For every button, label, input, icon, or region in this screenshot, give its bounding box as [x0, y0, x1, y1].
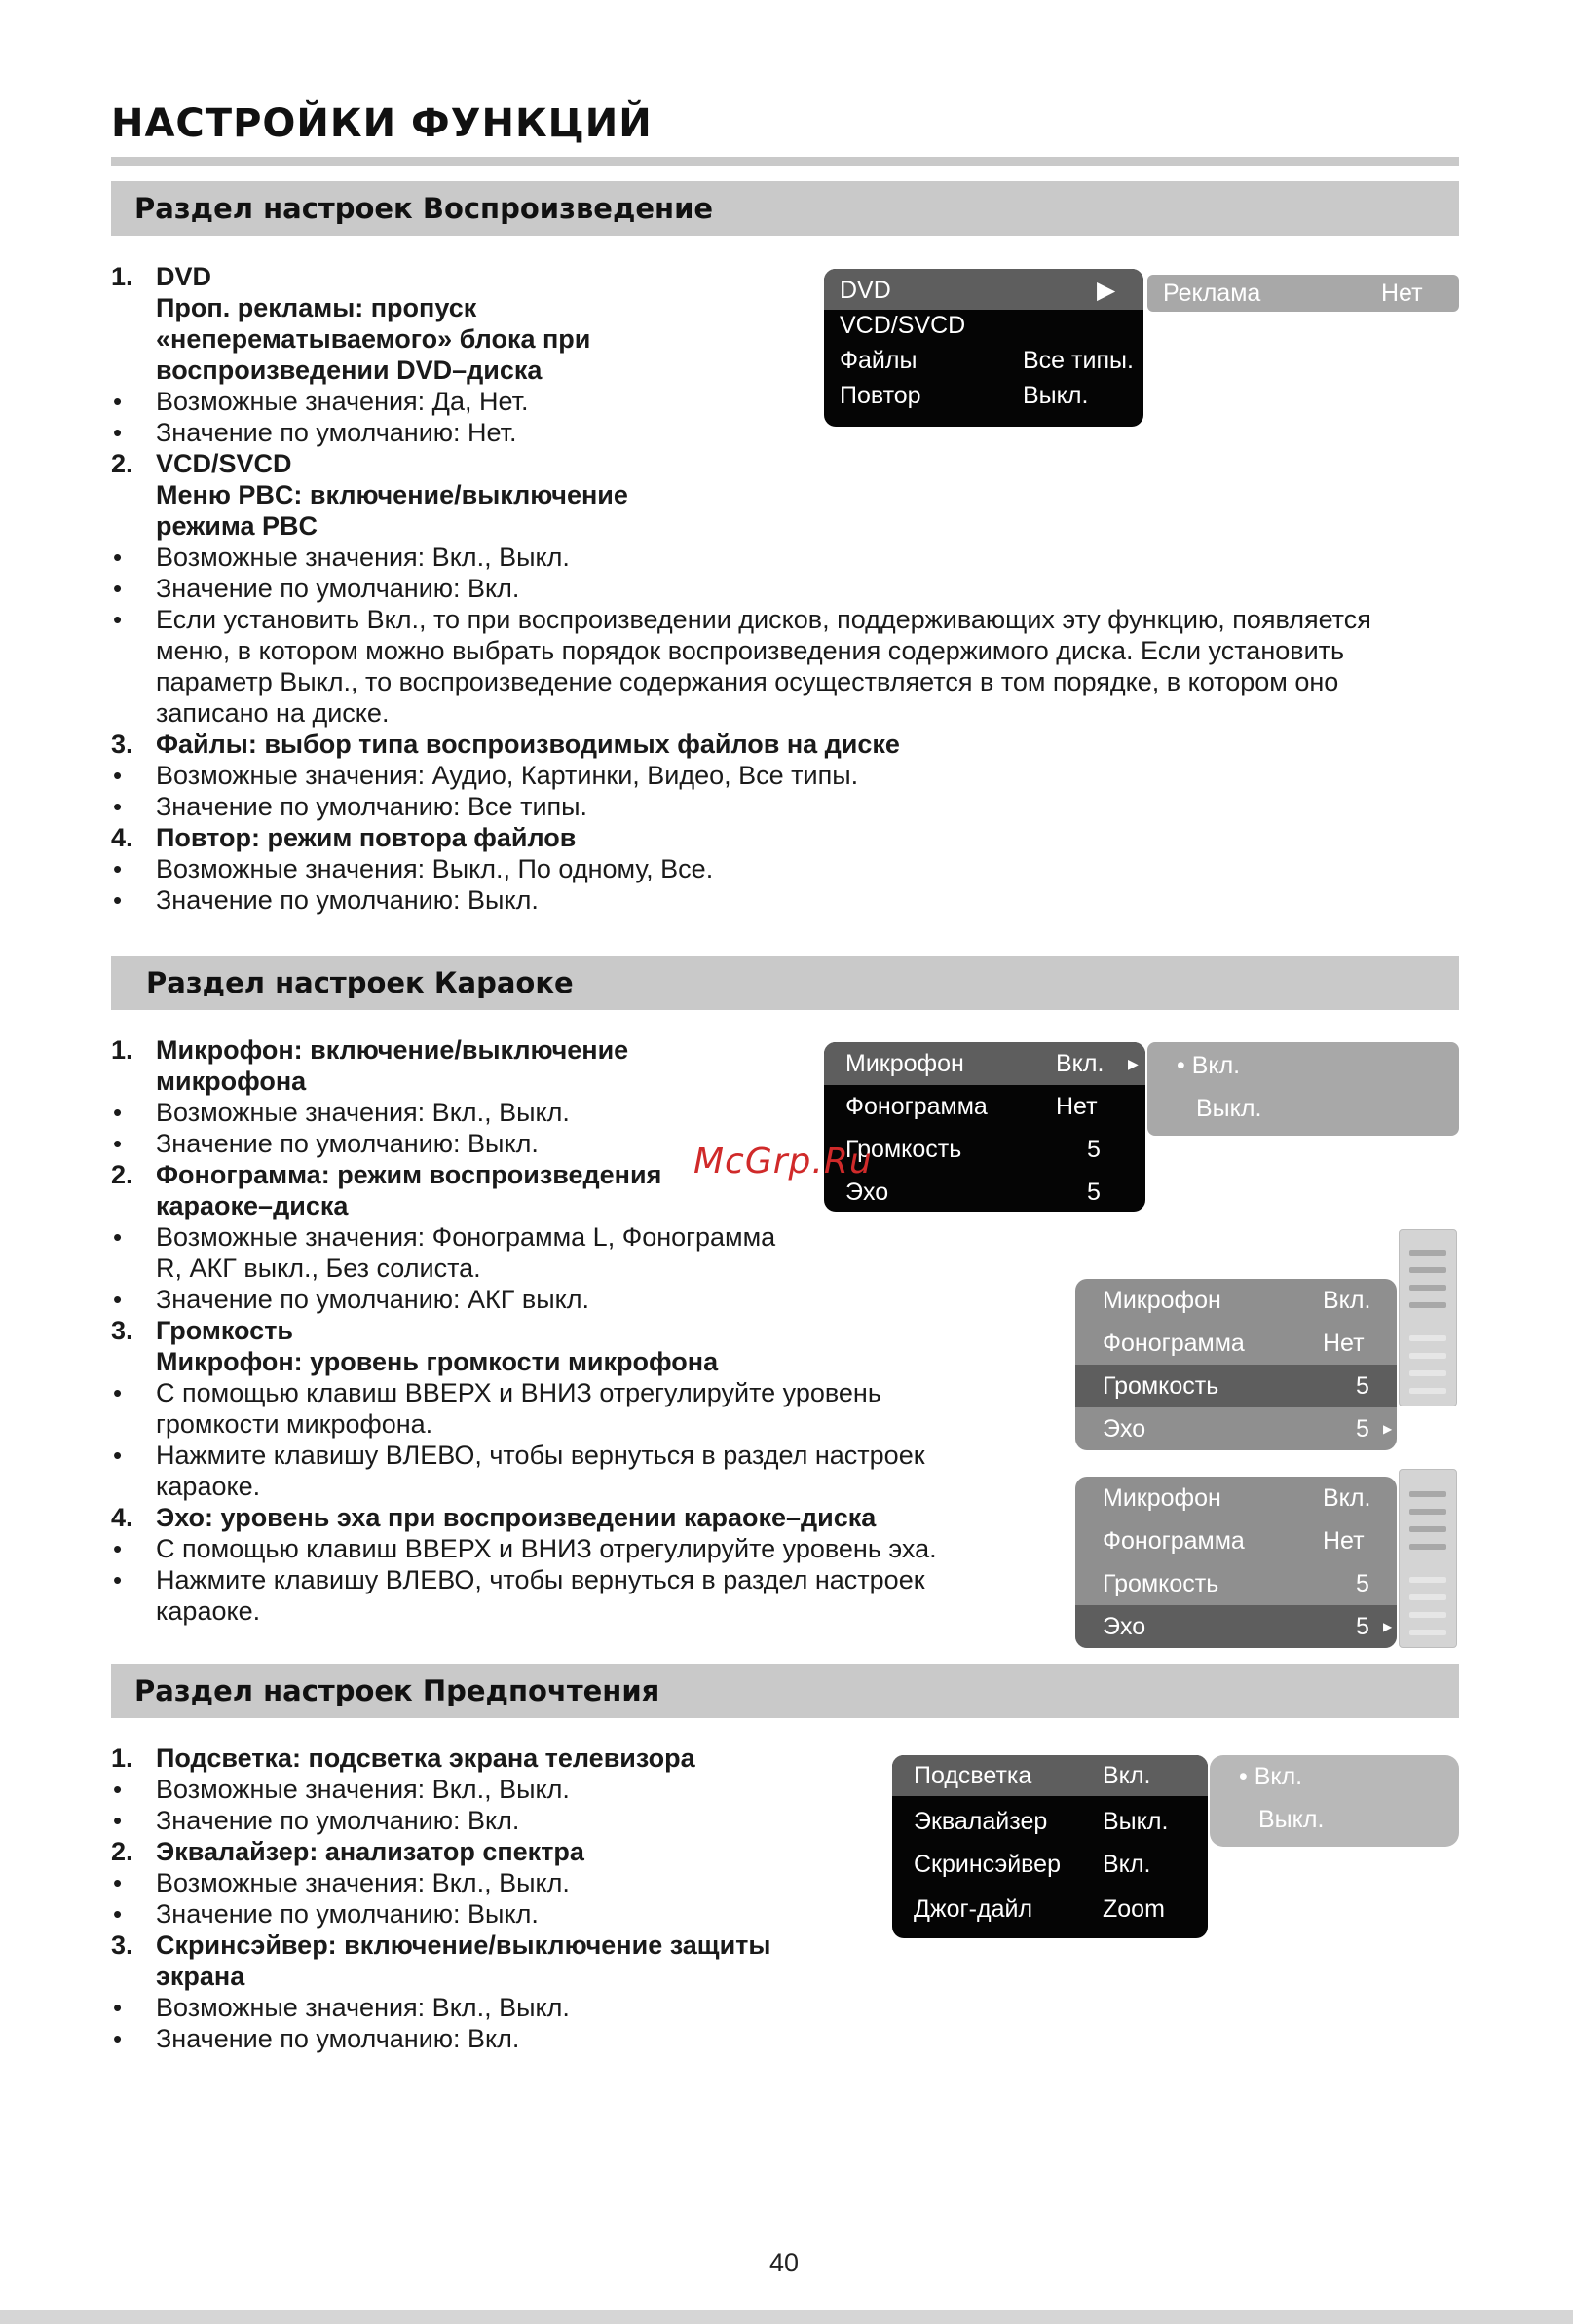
line-text: Возможные значения: Аудио, Картинки, Видео, Все типы.: [156, 761, 859, 790]
osd-panel: [824, 1042, 1145, 1212]
line-text: Возможные значения: Вкл., Выкл.: [156, 1775, 570, 1804]
bullet-icon: •: [113, 1565, 123, 1594]
bullet-icon: •: [113, 1285, 123, 1314]
echo-level-slider[interactable]: [1399, 1469, 1457, 1648]
line-text: Подсветка: подсветка экрана телевизора: [156, 1743, 695, 1773]
line-text: Меню PBC: включение/выключение: [156, 480, 628, 509]
line-text: караоке–диска: [156, 1191, 349, 1220]
osd-row-echo[interactable]: Эхо 5: [845, 1179, 1101, 1206]
osd-row-volume[interactable]: Громкость 5: [1075, 1365, 1397, 1407]
line-text: Возможные значения: Фонограмма L, Фонограмма: [156, 1222, 776, 1252]
line-text: Возможные значения: Вкл., Выкл.: [156, 1868, 570, 1897]
line-text: DVD: [156, 262, 212, 291]
osd-row-phonogram[interactable]: Фонограмма Нет: [845, 1093, 1098, 1120]
line-text: Возможные значения: Выкл., По одному, Все.: [156, 854, 714, 883]
page-number: 40: [769, 2248, 800, 2277]
bottom-border: [0, 2310, 1573, 2324]
caret-right-icon: ▶: [1383, 1620, 1393, 1633]
list-number: 3.: [111, 1316, 133, 1345]
list-number: 4.: [111, 823, 133, 852]
bullet-icon: •: [113, 387, 123, 416]
line-text: Значение по умолчанию: Все типы.: [156, 792, 588, 821]
list-number: 2.: [111, 1160, 133, 1189]
osd-panel: [892, 1755, 1208, 1938]
line-text: записано на диске.: [156, 698, 390, 728]
bullet-icon: •: [113, 418, 123, 447]
line-text: параметр Выкл., то воспроизведение содержания осуществляется в том порядке, в котором оно: [156, 667, 1339, 696]
option-off[interactable]: Выкл.: [1258, 1806, 1325, 1833]
list-number: 1.: [111, 1743, 133, 1773]
list-number: 2.: [111, 1837, 133, 1866]
osd-row-files[interactable]: Файлы Все типы.: [840, 347, 1134, 374]
line-text: С помощью клавиш ВВЕРХ и ВНИЗ отрегулируйте уровень эха.: [156, 1534, 937, 1563]
line-text: R, АКГ выкл., Без солиста.: [156, 1254, 481, 1283]
caret-right-icon: ▶: [1383, 1422, 1393, 1436]
osd-row-dvd[interactable]: DVD ▶: [824, 269, 1143, 310]
osd-row-screensaver[interactable]: Скринсэйвер Вкл.: [914, 1851, 1151, 1878]
osd-row-microphone[interactable]: Микрофон Вкл. ▶: [824, 1042, 1145, 1085]
bullet-icon: •: [113, 1868, 123, 1897]
line-text: караоке.: [156, 1596, 261, 1626]
list-number: 1.: [111, 1035, 133, 1065]
line-text: Фонограмма: режим воспроизведения: [156, 1160, 662, 1189]
bullet-icon: •: [113, 1441, 123, 1470]
list-number: 1.: [111, 262, 133, 291]
line-text: Значение по умолчанию: Выкл.: [156, 1899, 539, 1929]
bullet-icon: •: [113, 1806, 123, 1835]
osd-panel: [824, 269, 1143, 427]
volume-level-slider[interactable]: [1399, 1229, 1457, 1406]
line-text: Проп. рекламы: пропуск: [156, 293, 477, 322]
bullet-icon: •: [113, 1993, 123, 2022]
watermark: McGrp.Ru: [693, 1142, 873, 1181]
line-text: Возможные значения: Да, Нет.: [156, 387, 529, 416]
osd-row-phonogram[interactable]: Фонограмма Нет: [1103, 1330, 1365, 1357]
bullet-icon: •: [113, 2024, 123, 2053]
line-text: Значение по умолчанию: АКГ выкл.: [156, 1285, 590, 1314]
bullet-icon: •: [113, 543, 123, 572]
osd-row-microphone[interactable]: Микрофон Вкл.: [1103, 1484, 1371, 1512]
caret-right-icon: ▶: [1128, 1056, 1139, 1071]
bullet-icon: •: [113, 761, 123, 790]
bullet-icon: •: [113, 854, 123, 883]
line-text: Возможные значения: Вкл., Выкл.: [156, 1098, 570, 1127]
bullet-icon: •: [113, 1222, 123, 1252]
line-text: режима PBC: [156, 511, 318, 541]
bullet-icon: •: [113, 1534, 123, 1563]
osd-row-equalizer[interactable]: Эквалайзер Выкл.: [914, 1808, 1169, 1835]
section-header-karaoke: Раздел настроек Караоке: [111, 956, 1459, 1010]
bullet-icon: •: [113, 1378, 123, 1407]
osd-row-jog-dial[interactable]: Джог-дайл Zoom: [914, 1895, 1165, 1923]
line-text: Эквалайзер: анализатор спектра: [156, 1837, 584, 1866]
osd-row-microphone[interactable]: Микрофон Вкл.: [1103, 1287, 1371, 1314]
section-header-playback: Раздел настроек Воспроизведение: [111, 181, 1459, 236]
bullet-icon: •: [113, 605, 123, 634]
osd-submenu-ads[interactable]: Реклама Нет: [1147, 275, 1459, 312]
osd-row-volume[interactable]: Громкость 5: [845, 1136, 1101, 1163]
line-text: меню, в котором можно выбрать порядок воспроизведения содержимого диска. Если установить: [156, 636, 1345, 665]
osd-row-echo[interactable]: Эхо 5 ▶: [1075, 1407, 1397, 1450]
osd-row-phonogram[interactable]: Фонограмма Нет: [1103, 1527, 1365, 1555]
list-number: 2.: [111, 449, 133, 478]
line-text: Значение по умолчанию: Вкл.: [156, 2024, 520, 2053]
line-text: воспроизведении DVD–диска: [156, 356, 543, 385]
line-text: микрофона: [156, 1067, 307, 1096]
line-text: караоке.: [156, 1472, 261, 1501]
line-text: VCD/SVCD: [156, 449, 292, 478]
line-text: Громкость: [156, 1316, 294, 1345]
line-text: Значение по умолчанию: Выкл.: [156, 1129, 539, 1158]
line-text: Микрофон: уровень громкости микрофона: [156, 1347, 719, 1376]
line-text: Если установить Вкл., то при воспроизведении дисков, поддерживающих эту функцию, появляется: [156, 605, 1371, 634]
line-text: громкости микрофона.: [156, 1409, 433, 1439]
osd-row-repeat[interactable]: Повтор Выкл.: [840, 382, 1089, 409]
page-title: НАСТРОЙКИ ФУНКЦИЙ: [111, 101, 653, 146]
bullet-icon: •: [113, 1129, 123, 1158]
list-number: 3.: [111, 1930, 133, 1960]
line-text: «неперематываемого» блока при: [156, 324, 591, 354]
bullet-icon: •: [113, 885, 123, 915]
line-text: Значение по умолчанию: Вкл.: [156, 1806, 520, 1835]
option-on[interactable]: • Вкл.: [1177, 1052, 1241, 1079]
osd-submenu-backlight: [1210, 1755, 1459, 1847]
arrow-right-icon: ▶: [1097, 277, 1116, 304]
line-text: Файлы: выбор типа воспроизводимых файлов на диске: [156, 730, 900, 759]
bullet-icon: •: [113, 792, 123, 821]
line-text: Повтор: режим повтора файлов: [156, 823, 577, 852]
line-text: Значение по умолчанию: Вкл.: [156, 574, 520, 603]
osd-row-vcd[interactable]: VCD/SVCD: [840, 312, 966, 339]
line-text: Возможные значения: Вкл., Выкл.: [156, 543, 570, 572]
line-text: Скринсэйвер: включение/выключение защиты: [156, 1930, 771, 1960]
bullet-icon: •: [113, 1775, 123, 1804]
bullet-icon: •: [113, 1098, 123, 1127]
line-text: Возможные значения: Вкл., Выкл.: [156, 1993, 570, 2022]
option-off[interactable]: Выкл.: [1196, 1095, 1262, 1122]
section-header-preferences: Раздел настроек Предпочтения: [111, 1664, 1459, 1718]
list-number: 3.: [111, 730, 133, 759]
line-text: экрана: [156, 1962, 245, 1991]
line-text: Микрофон: включение/выключение: [156, 1035, 629, 1065]
osd-panel: [1075, 1477, 1397, 1648]
line-text: Значение по умолчанию: Выкл.: [156, 885, 539, 915]
title-divider: [111, 157, 1459, 166]
option-on[interactable]: • Вкл.: [1239, 1763, 1303, 1790]
bullet-icon: •: [113, 1899, 123, 1929]
osd-row-backlight[interactable]: Подсветка Вкл.: [892, 1755, 1208, 1796]
osd-panel: [1075, 1279, 1397, 1450]
list-number: 4.: [111, 1503, 133, 1532]
line-text: Эхо: уровень эха при воспроизведении караоке–диска: [156, 1503, 877, 1532]
line-text: С помощью клавиш ВВЕРХ и ВНИЗ отрегулируйте уровень: [156, 1378, 881, 1407]
osd-row-echo[interactable]: Эхо 5 ▶: [1075, 1605, 1397, 1648]
bullet-icon: •: [113, 574, 123, 603]
line-text: Нажмите клавишу ВЛЕВО, чтобы вернуться в раздел настроек: [156, 1441, 925, 1470]
line-text: Значение по умолчанию: Нет.: [156, 418, 517, 447]
osd-submenu-mic: [1147, 1042, 1459, 1136]
line-text: Нажмите клавишу ВЛЕВО, чтобы вернуться в раздел настроек: [156, 1565, 925, 1594]
osd-row-volume[interactable]: Громкость 5: [1103, 1570, 1369, 1597]
